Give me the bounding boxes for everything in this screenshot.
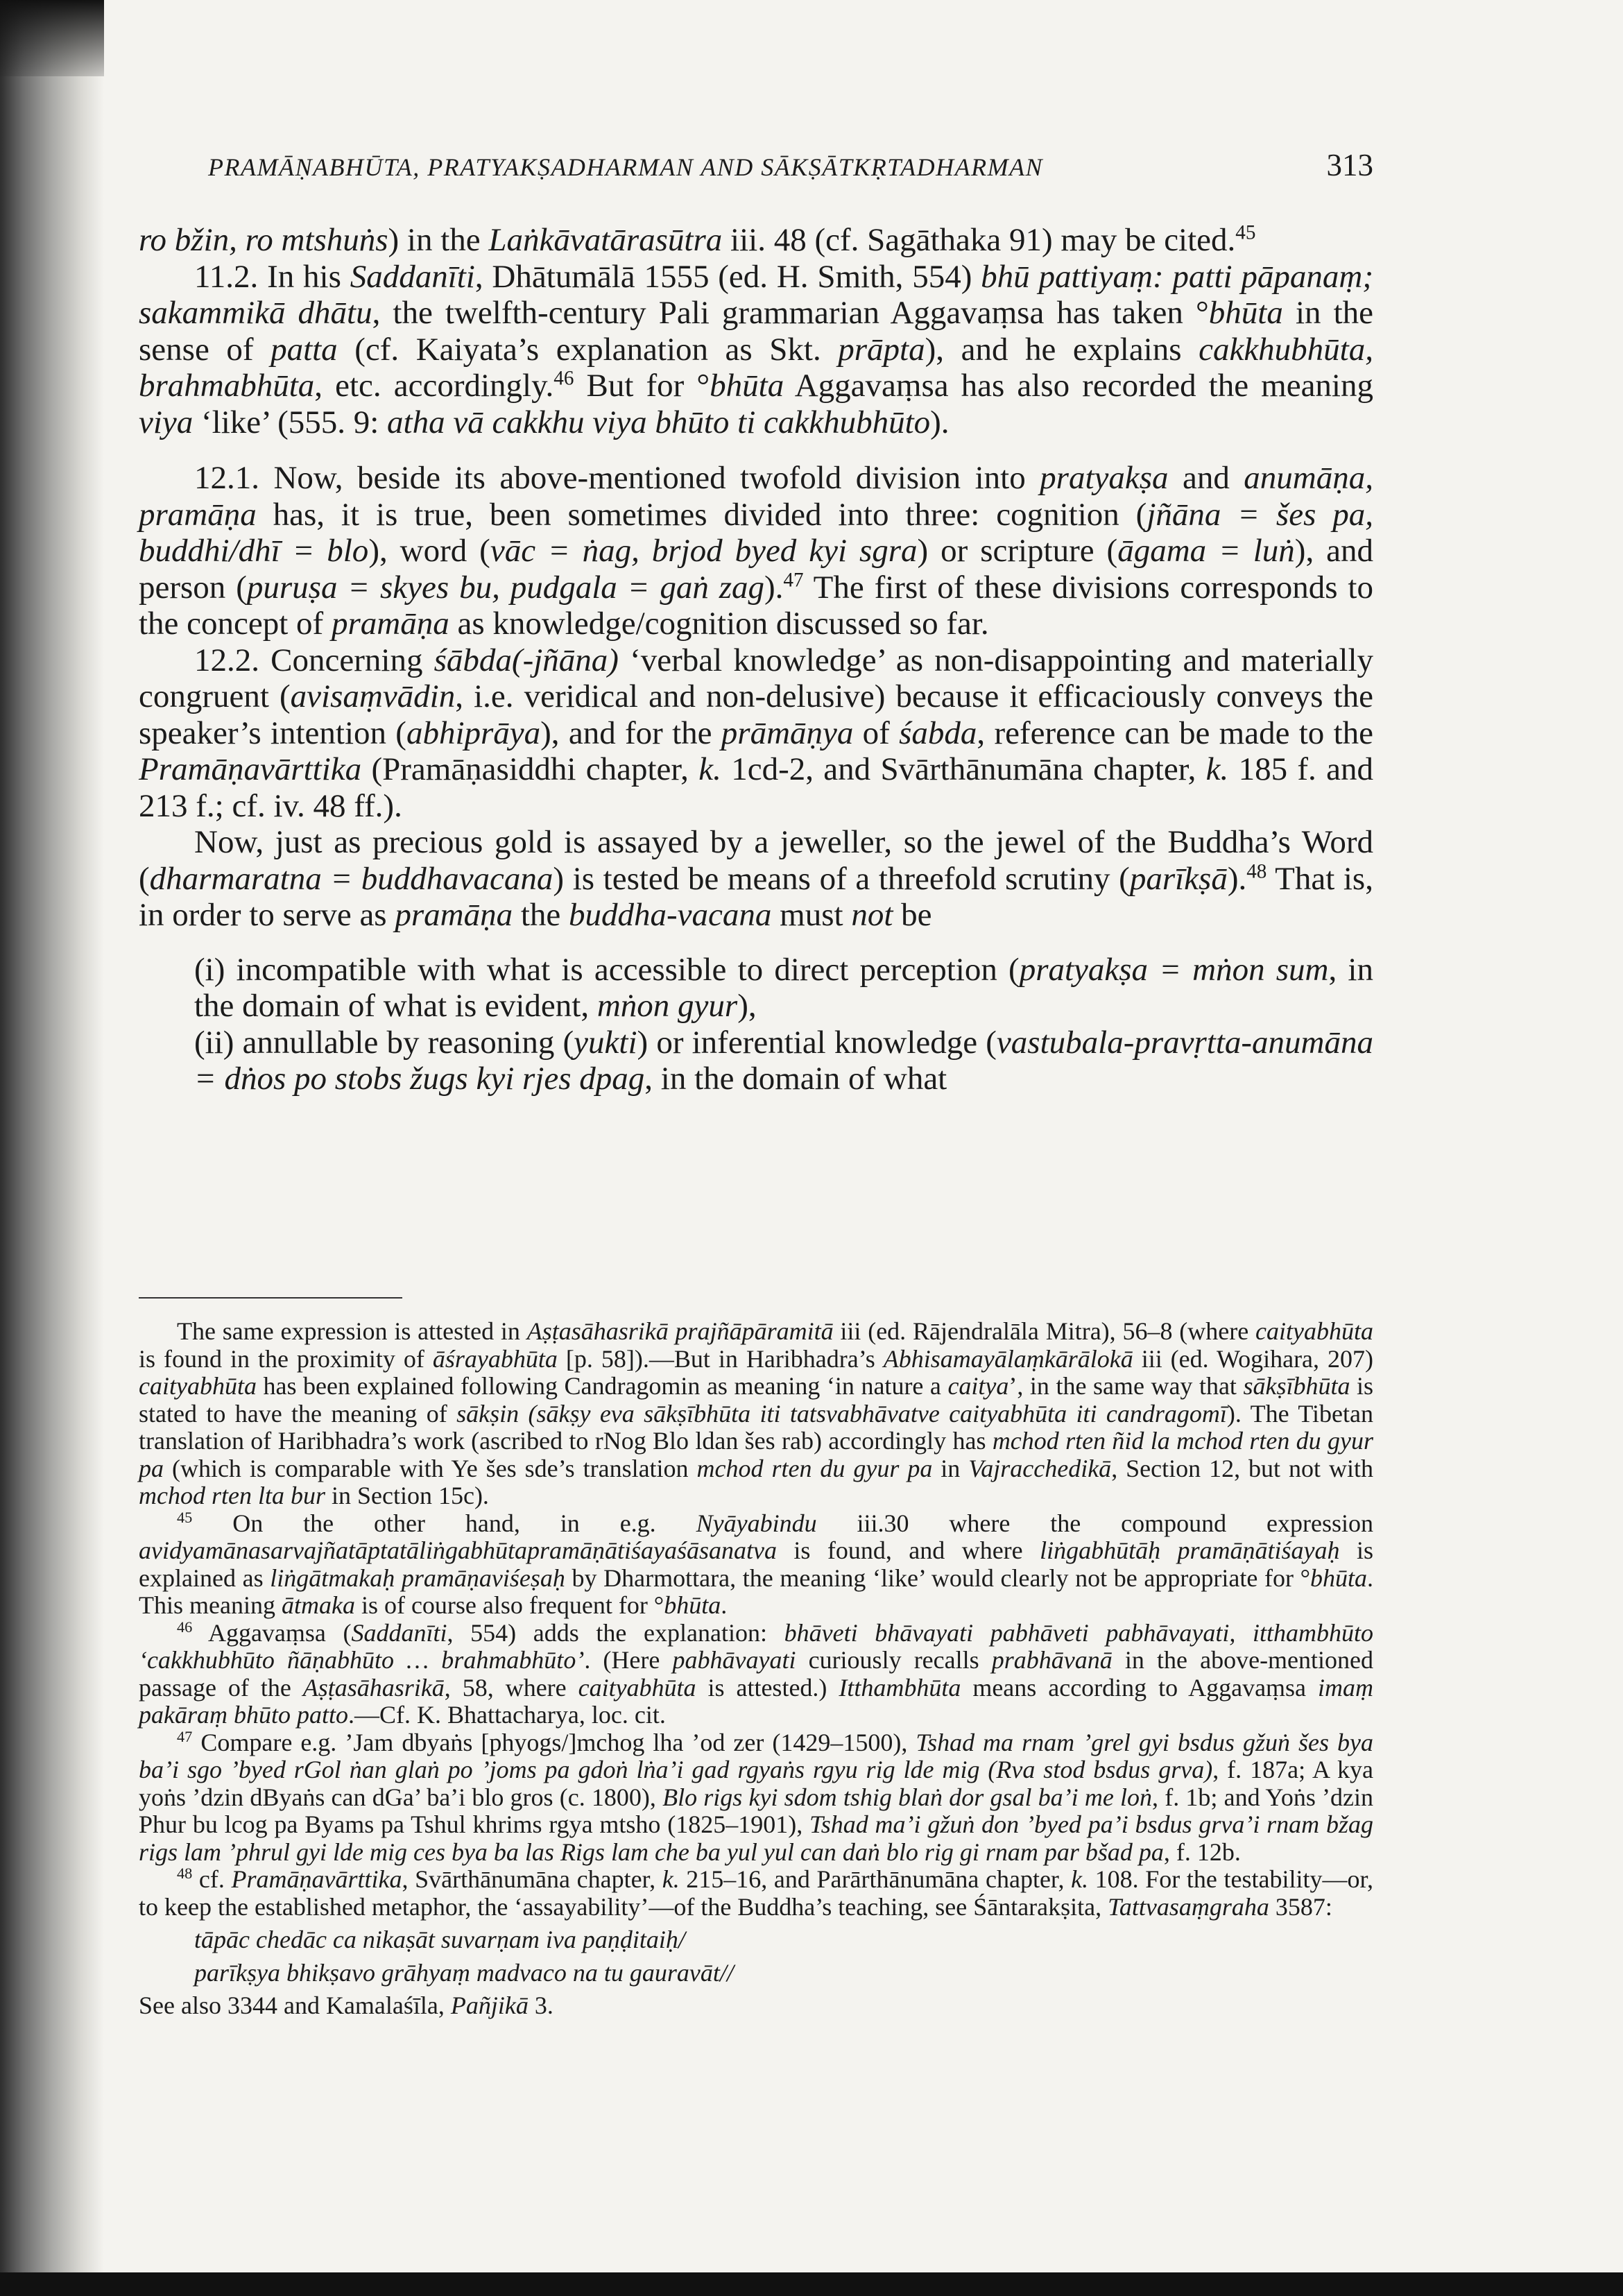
text-run: On the other hand, in e.g.: [192, 1509, 696, 1537]
text-run: Itthambhūta: [839, 1673, 961, 1702]
text-run: But for °: [574, 368, 710, 404]
text-run: 12.1. Now, beside its above-mentioned twofold division into: [194, 460, 1040, 496]
text-run: ) or inferential knowledge (: [637, 1024, 997, 1061]
text-run: Saddanīti: [350, 258, 475, 295]
text-run: k.: [698, 751, 721, 787]
text-run: Compare e.g. ’Jam dbyaṅs [phyogs/]mchog lha ’od zer (1429–1500),: [192, 1728, 916, 1756]
text-run: , 58, where: [444, 1673, 578, 1702]
text-run: bhū pattiyaṃ: patti pāpanaṃ; sakammikā dhātu: [139, 258, 1373, 331]
text-run: Pramāṇavārttika: [231, 1865, 402, 1893]
text-run: mchod rten lta bur: [139, 1482, 325, 1509]
text-run: pramāṇa: [331, 606, 449, 642]
text-run: bhūta: [1310, 1563, 1368, 1592]
text-run: iii.30 where the compound expression: [816, 1509, 1373, 1537]
text-run: The first of these divisions corresponds to the concept of: [139, 569, 1373, 642]
paragraph-12-1: [139, 460, 1373, 642]
footnote-48: [139, 1866, 1373, 1921]
footnote-44: [139, 1318, 1373, 1510]
text-run: avidyamānasarvajñatāptatāliṅgabhūtapramāṇātiśayaśāsanatva: [139, 1536, 777, 1564]
text-run: anumāṇa, pramāṇa: [139, 460, 1373, 533]
verse-line: tāpāc chedāc ca nikaṣāt suvarṇam iva paṇḍitaiḥ/: [194, 1926, 685, 1953]
text-run: ).: [1227, 860, 1247, 897]
scan-shadow-corner: [0, 0, 104, 76]
text-run: .: [721, 1591, 728, 1619]
footnote-ref: 48: [177, 1865, 193, 1882]
running-head: [208, 147, 1373, 196]
text-run: Tshad ma rnam ’grel gyi bsdus gžuṅ šes bya ba’i sgo ’byed rGol ṅan glaṅ po ’joms pa gdoṅ lṅa’i gad rgyaṅs rgyu rig lde mig (Rva stod bsdus grva): [139, 1728, 1373, 1783]
text-run: , in the domain of what: [644, 1061, 947, 1097]
text-run: 185 f. and 213 f.; cf. iv. 48 ff.).: [139, 751, 1373, 824]
text-run: [p. 58]).—But in Haribhadra’s: [557, 1344, 884, 1373]
text-run: śābda(-jñāna): [433, 642, 619, 678]
text-run: ātmaka: [281, 1591, 355, 1619]
text-run: , f. 187a; A kya yoṅs ’dzin dByaṅs can dGa’ ba’i blo gros (c. 1800),: [139, 1756, 1373, 1811]
text-run: pramāṇa: [395, 897, 513, 933]
text-run: jñāna = šes pa, buddhi/dhī = blo: [139, 496, 1374, 569]
footnote-46: [139, 1620, 1373, 1729]
text-run: parīkṣā: [1129, 860, 1228, 897]
text-run: ) is tested be means of a threefold scrutiny (: [553, 860, 1130, 897]
scan-bottom-edge: [0, 2272, 1623, 2296]
footnote-ref: 48: [1246, 859, 1267, 882]
text-run: vastubala-pravṛtta-anumāna = dṅos po stobs žugs kyi rjes dpag: [194, 1024, 1373, 1097]
text-run: (i) incompatible with what is accessible to direct perception (: [194, 951, 1020, 988]
text-run: prāmāṇya: [721, 714, 854, 751]
text-run: caitya: [947, 1372, 1009, 1400]
text-run: sākṣin (sākṣy eva sākṣībhūta iti tatsvabhāvatve caityabhūta iti candragomī: [456, 1399, 1227, 1428]
paragraph-assaying: [139, 824, 1373, 934]
text-run: caityabhūta: [578, 1673, 696, 1702]
list-item: [194, 952, 1373, 1025]
footnote-45: [139, 1510, 1373, 1620]
footnote-divider: [139, 1297, 402, 1299]
footnote-ref: 46: [177, 1618, 193, 1636]
text-run: cf.: [192, 1865, 232, 1893]
text-run: in the sense of: [139, 295, 1373, 368]
text-run: iii (ed. Rājendralāla Mitra), 56–8 (where: [833, 1317, 1256, 1345]
text-run: the: [513, 897, 569, 933]
text-run: (cf. Kaiyata’s explanation as Skt.: [337, 331, 839, 368]
text-run: Aggavaṃsa (: [192, 1618, 352, 1647]
text-run: pabhāvayati: [672, 1646, 796, 1674]
text-run: of: [853, 714, 900, 751]
footnote-ref: 47: [177, 1727, 193, 1745]
text-run: āśrayabhūta: [432, 1344, 558, 1373]
text-run: is of course also frequent for °: [354, 1591, 664, 1619]
text-run: abhiprāya: [406, 714, 541, 751]
text-run: , the twelfth-century Pali grammarian Aggavaṃsa has taken °: [372, 295, 1209, 331]
text-run: Aṣṭasāhasrikā: [302, 1673, 445, 1702]
text-run: That is, in order to serve as: [139, 860, 1373, 933]
text-run: liṅgātmakaḥ pramāṇaviśeṣaḥ: [270, 1563, 565, 1592]
text-run: (which is comparable with Ye šes sde’s translation: [164, 1454, 697, 1482]
text-run: ), word (: [368, 533, 490, 569]
text-run: patta: [270, 331, 338, 368]
text-run: be: [893, 897, 932, 933]
text-run: vāc = ṅag, brjod byed kyi sgra: [490, 533, 918, 569]
text-run: The same expression is attested in: [177, 1317, 527, 1345]
text-run: bhūta: [664, 1591, 721, 1619]
text-run: . (Here: [584, 1646, 673, 1674]
list-item: [194, 1025, 1373, 1097]
text-run: Saddanīti: [351, 1618, 447, 1647]
text-run: 108. For the testability—or, to keep the established metaphor, the ‘assayability’—of the Buddha’s teaching, see Śāntarakṣita,: [139, 1865, 1374, 1921]
text-run: bhūta: [1208, 295, 1283, 331]
text-run: pratyakṣa = mṅon sum: [1019, 951, 1329, 988]
text-run: ),: [737, 988, 757, 1024]
text-run: liṅgabhūtāḥ pramāṇātiśayaḥ: [1040, 1536, 1340, 1564]
text-run: .—Cf. K. Bhattacharya, loc. cit.: [348, 1701, 666, 1729]
text-run: 215–16, and Parārthānumāna chapter,: [679, 1865, 1072, 1893]
text-run: 1cd-2, and Svārthānumāna chapter,: [721, 751, 1206, 787]
text-run: Aggavaṃsa has also recorded the meaning: [784, 368, 1373, 404]
text-run: pratyakṣa: [1040, 460, 1169, 496]
text-run: Tattvasaṃgraha: [1108, 1892, 1269, 1921]
text-run: . This meaning: [139, 1563, 1374, 1619]
text-run: See also 3344 and Kamalaśīla,: [139, 1991, 451, 2019]
text-run: is stated to have the meaning of: [139, 1372, 1374, 1428]
footnote-ref: 46: [553, 367, 574, 390]
text-run: , Dhātumālā 1555 (ed. H. Smith, 554): [474, 258, 981, 295]
text-run: śabda: [899, 714, 977, 751]
text-run: not: [851, 897, 893, 933]
running-head-title: PRAMĀṆABHŪTA, PRATYAKṢADHARMAN AND SĀKṢĀTKṚTADHARMAN: [208, 153, 1044, 181]
footnote-47: [139, 1729, 1373, 1867]
text-run: ). The Tibetan translation of Haribhadra’s work (ascribed to rNog Blo ldan šes rab) accordingly has: [139, 1399, 1374, 1455]
text-run: Blo rigs kyi sdom tshig blaṅ dor gsal ba’i me loṅ: [662, 1783, 1153, 1811]
text-run: avisaṃvādin: [290, 678, 456, 714]
text-run: 3.: [528, 1991, 553, 2019]
text-run: ), and for the: [540, 714, 721, 751]
text-run: sākṣībhūta: [1243, 1372, 1350, 1400]
text-run: āgama = luṅ: [1117, 533, 1295, 569]
text-run: Laṅkāvatārasūtra: [488, 222, 723, 258]
text-run: has been explained following Candragomin as meaning ‘in nature a: [256, 1372, 948, 1400]
text-run: in: [932, 1454, 969, 1482]
text-run: ).: [764, 569, 784, 606]
text-run: , in the domain of what is evident,: [194, 951, 1373, 1024]
text-run: buddha-vacana: [569, 897, 772, 933]
text-run: mchod rten ñid la mchod rten du gyur pa: [139, 1427, 1373, 1482]
criteria-list: [194, 952, 1373, 1097]
text-run: by Dharmottara, the meaning ‘like’ would clearly not be appropriate for °: [565, 1563, 1310, 1592]
text-run: Now, just as precious gold is assayed by a jeweller, so the jewel of the Buddha’s Word (: [139, 824, 1373, 897]
text-run: Vajracchedikā: [968, 1454, 1112, 1482]
text-run: and: [1168, 460, 1244, 496]
text-run: ).: [930, 404, 950, 440]
text-run: prabhāvanā: [991, 1646, 1113, 1674]
text-run: , i.e. veridical and non-delusive) because it efficaciously conveys the speaker’s intention (: [139, 678, 1373, 751]
text-run: bhūta: [710, 368, 784, 404]
text-run: , etc. accordingly.: [314, 368, 554, 404]
scan-shadow-edge: [0, 0, 104, 2296]
text-run: is attested.): [696, 1673, 839, 1702]
page-number: 313: [1326, 148, 1373, 182]
text-run: as knowledge/cognition discussed so far.: [449, 606, 989, 642]
text-run: 11.2. In his: [194, 258, 350, 295]
text-run: mṅon gyur: [596, 988, 738, 1024]
text-run: ), and he explains: [925, 331, 1199, 368]
footnote-ref: 47: [783, 568, 804, 591]
text-run: is found in the proximity of: [139, 1344, 433, 1373]
text-run: curiously recalls: [796, 1646, 992, 1674]
text-run: Pramāṇavārttika: [139, 751, 362, 787]
text-run: ) in the: [388, 222, 489, 258]
text-run: imaṃ pakāraṃ bhūto patto: [139, 1673, 1373, 1729]
text-run: mchod rten du gyur pa: [696, 1454, 933, 1482]
text-run: yukti: [574, 1024, 637, 1061]
text-run: prāpta: [838, 331, 925, 368]
text-run: is found, and where: [776, 1536, 1040, 1564]
text-run: cakkhubhūta, brahmabhūta: [139, 331, 1373, 404]
text-run: caityabhūta: [1255, 1317, 1373, 1345]
text-run: 12.2. Concerning: [194, 642, 434, 678]
text-run: (ii) annullable by reasoning (: [194, 1024, 574, 1061]
text-run: is explained as: [139, 1536, 1373, 1592]
text-run: 3587:: [1269, 1892, 1332, 1921]
paragraph-12-2: [139, 642, 1373, 825]
text-run: dharmaratna = buddhavacana: [149, 860, 553, 897]
text-run: means according to Aggavaṃsa: [961, 1673, 1318, 1702]
text-run: Aṣṭasāhasrikā prajñāpāramitā: [526, 1317, 834, 1345]
text-run: ) or scripture (: [917, 533, 1118, 569]
text-run: has, it is true, been sometimes divided into three: cognition (: [256, 496, 1147, 533]
text-run: iii (ed. Wogihara, 207): [1133, 1344, 1374, 1373]
text-run: , f. 12b.: [1163, 1837, 1241, 1866]
footnote-48-end: [139, 1992, 1373, 2020]
text-run: , reference can be made to the: [977, 714, 1373, 751]
text-run: (Pramāṇasiddhi chapter,: [361, 751, 699, 787]
verse-line: parīkṣya bhikṣavo grāhyaṃ madvaco na tu gauravāt//: [194, 1958, 734, 1987]
text-run: k.: [662, 1865, 680, 1893]
text-run: ‘like’ (555. 9:: [193, 404, 388, 440]
text-run: , Section 12, but not with: [1111, 1454, 1373, 1482]
text-run: Abhisamayālaṃkārālokā: [883, 1344, 1133, 1373]
text-run: caityabhūta: [139, 1372, 257, 1400]
text-run: iii. 48 (cf. Sagāthaka 91) may be cited.: [722, 222, 1236, 258]
text-run: atha vā cakkhu viya bhūto ti cakkhubhūto: [387, 404, 931, 440]
text-run: ro bžin, ro mtshuṅs: [139, 222, 388, 258]
text-run: in the above-mentioned passage of the: [139, 1646, 1374, 1702]
text-run: ), and person (: [139, 533, 1373, 606]
text-run: k.: [1205, 751, 1229, 787]
footnote-ref: 45: [1235, 221, 1256, 244]
body-text: [139, 222, 1373, 1097]
text-run: in Section 15c).: [325, 1482, 489, 1509]
text-run: ’, in the same way that: [1008, 1372, 1244, 1400]
text-run: ‘verbal knowledge’ as non-disappointing and materially congruent (: [139, 642, 1373, 714]
text-run: , Svārthānumāna chapter,: [402, 1865, 662, 1893]
text-run: puruṣa = skyes bu, pudgala = gaṅ zag: [246, 569, 765, 606]
text-run: , 554) adds the explanation:: [447, 1618, 784, 1647]
text-run: Tshad ma’i gžuṅ don ’byed pa’i bsdus grva’i rnam bžag rigs lam ’phrul gyi lde mig ces bya ba las Rigs lam che ba yul yul can daṅ blo rig gi rnam par bšad pa: [139, 1810, 1373, 1866]
text-run: bhāveti bhāvayati pabhāveti pabhāvayati, itthambhūto ‘cakkhubhūto ñāṇabhūto … brahmabhūto’: [139, 1618, 1373, 1674]
text-run: Pañjikā: [450, 1991, 529, 2019]
paragraph-continuation: [139, 222, 1373, 259]
footnote-ref: 45: [177, 1508, 193, 1526]
paragraph-11-2: [139, 259, 1373, 441]
text-run: viya: [139, 404, 194, 440]
text-run: must: [771, 897, 852, 933]
text-run: Nyāyabindu: [696, 1509, 817, 1537]
footnotes: [139, 1318, 1373, 2020]
text-run: , f. 1b; and Yoṅs ’dzin Phur bu lcog pa Byams pa Tshul khrims rgya mtsho (1825–1901),: [139, 1783, 1373, 1838]
text-run: k.: [1071, 1865, 1089, 1893]
